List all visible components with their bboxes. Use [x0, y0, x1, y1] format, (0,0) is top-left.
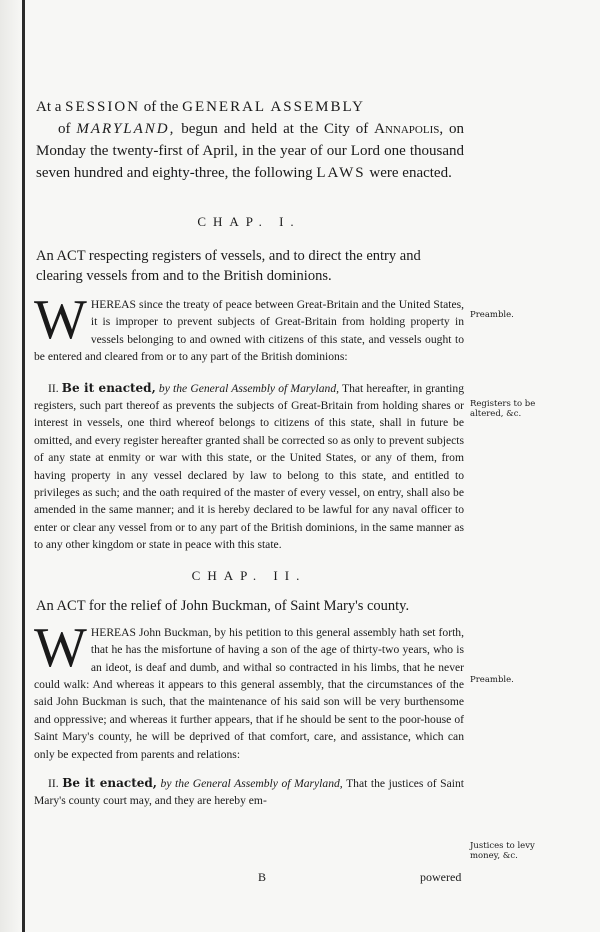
- preamble-paragraph: [34, 616, 464, 763]
- chapter-heading: CHAP. I.: [197, 214, 301, 229]
- session-header: [36, 96, 464, 184]
- signature-mark: B: [258, 870, 267, 884]
- enacting-authority: by the General Assembly of Maryland,: [158, 381, 340, 395]
- margin-note-justices: Justices to levy money, &c.: [470, 841, 535, 861]
- header-text: of the: [143, 99, 179, 115]
- margin-note-preamble: Preamble.: [470, 675, 514, 685]
- drop-cap: W: [34, 289, 87, 351]
- enacting-clause: Be it enacted,: [61, 380, 156, 395]
- catchword: powered: [420, 870, 462, 884]
- chapter-heading: CHAP. II.: [191, 567, 307, 583]
- paragraph-text: That hereafter, in granting registers, such part thereof as prevents the subjects of Great-Britain from holding shares or interest in vessels, one third whereof belongs to citizens of this state, shall in future be omitted, and every register hereafter granted shall be corrected so as only to prevent subjects of any state at enmity or war with this state, or the United States, or any of them, from having property in any vessel declared by law to belong to this state, and entitled to privileges as such; and the oath required of the master of every vessel, on entry, shall also be amended in the same manner; and it is hereby declared to be lawful for any naval officer to enter or clear any vessel from or to any part of the British dominions, in the same manner as to any other kingdom or state in peace with this state.: [34, 381, 464, 552]
- binding-shadow: [0, 0, 22, 932]
- section-number: II.: [48, 381, 59, 395]
- header-text: on Monday the twenty-first of April, in the year of our Lord one thousand seven hundred and eighty-three, the following: [36, 121, 464, 181]
- paragraph-text: HEREAS since the treaty of peace between Great-Britain and the United States, it is improper to prevent subjects of Great-Britain from holding property in vessels belonging to and owned with citizens of this state, and vessels ought to be entered and cleared from or to any part of the British dominions:: [34, 298, 464, 364]
- section-number: II.: [48, 776, 59, 790]
- header-text: were enacted.: [369, 165, 452, 181]
- preamble-paragraph: [34, 289, 464, 366]
- binding-line: [22, 0, 25, 932]
- margin-note-registers: Registers to be altered, &c.: [470, 399, 536, 419]
- act-title: An ACT for the relief of John Buckman, of Saint Mary's county.: [36, 597, 410, 614]
- header-text: At a: [36, 99, 62, 115]
- page-body: [34, 96, 464, 810]
- margin-note-preamble: Preamble.: [470, 310, 514, 320]
- enacting-paragraph: [34, 775, 464, 810]
- paragraph-text: HEREAS John Buckman, by his petition to this general assembly hath set forth, that he has the misfortune of having a son of the age of thirty-two years, who is an ideot, is deaf and dumb, and withal so contracted in his limbs, that he never could walk: And whereas it appears to this general assembly, that the circumstances of the said John Buckman is such, that the maintenance of his said son will be very burthensome and oppressive; and whereas it further appears, that if he should be sent to the poor-house of Saint Mary's county, he will be deprived of that comfort, care, and assistance, which can only be expected from parents and relations:: [34, 625, 464, 761]
- enacting-authority: by the General Assembly of Maryland,: [160, 776, 343, 790]
- header-text: begun and held at the City of: [181, 121, 369, 137]
- header-laws: LAWS: [316, 165, 366, 181]
- header-general-assembly: GENERAL ASSEMBLY: [182, 99, 365, 115]
- enacting-paragraph: [34, 380, 464, 554]
- header-annapolis: Annapolis,: [374, 121, 444, 137]
- enacting-clause: Be it enacted,: [62, 775, 157, 790]
- header-session: SESSION: [65, 99, 141, 115]
- act-title: An ACT respecting registers of vessels, and to direct the entry and clearing vessels from and to the British dominions.: [36, 248, 421, 284]
- header-text: of: [58, 121, 71, 137]
- header-maryland: MARYLAND,: [76, 121, 176, 137]
- drop-cap: W: [34, 616, 87, 679]
- paragraph-text: That the justices of Saint Mary's county court may, and they are hereby em-: [34, 776, 465, 808]
